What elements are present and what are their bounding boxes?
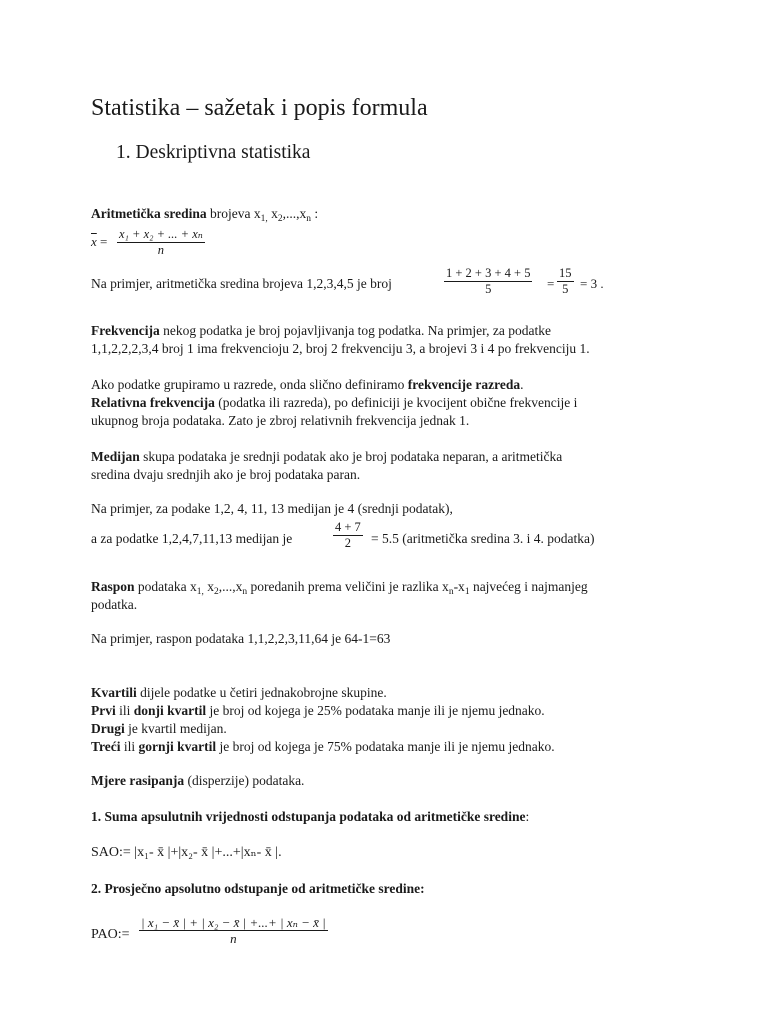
median-line-2: sredina dvaju srednjih ako je broj podataka paran. [91, 467, 361, 482]
pao-fraction: $\frac{\text{| x₁ − x̄ | + | x₂ − x̄ | +...+ | xₙ − x̄ |}}{n}$ [141, 915, 326, 946]
mean-example-result: = 3 . [580, 276, 604, 291]
frequency-line-2: 1,1,2,2,2,3,4 broj 1 ima frekvencioju 2, broj 2 frekvenciju 3, a brojevi 3 i 4 po frekvenciju 1. [91, 341, 590, 356]
quartiles-third: Treći ili gornji kvartil je broj od kojega je 75% podataka manje ili je njemu jednako. [91, 739, 555, 754]
mean-formula-lhs: $\overline{x}$ = [91, 234, 108, 249]
sao-formula: SAO:= |x₁- x̄ |+|x₂- x̄ |+...+|xₙ- x̄ |. [91, 845, 282, 860]
range-line-2: podatka. [91, 597, 138, 612]
section-heading: 1. Deskriptivna statistika [116, 142, 311, 163]
range-line-1: Raspon podataka $x_{1,}$ $x_2,...,x_n$ poredanih prema veličini je razlika $x_n-x_1$ najvećeg i najmanjeg [91, 579, 588, 597]
mean-term: Aritmetička sredina [91, 206, 207, 221]
class-frequency-line: Ako podatke grupiramo u razrede, onda slično definiramo frekvencije razreda. [91, 377, 524, 392]
pao-heading: 2. Prosječno apsolutno odstupanje od aritmetičke sredine: [91, 881, 425, 896]
mean-example-fraction-1: $\frac{1 + 2 + 3 + 4 + 5}{5}$ [446, 266, 531, 296]
frequency-line-1: Frekvencija nekog podatka je broj pojavljivanja tog podatka. Na primjer, za podatke [91, 323, 551, 338]
dispersion-heading: Mjere rasipanja (disperzije) podataka. [91, 773, 305, 788]
relative-frequency-line-2: ukupnog broja podataka. Zato je zbroj relativnih frekvencija jednak 1. [91, 413, 470, 428]
mean-example-fraction-2: $\frac{15}{5}$ [559, 266, 572, 296]
median-example-fraction: $\frac{4 + 7}{2}$ [335, 520, 361, 550]
quartiles-first: Prvi ili donji kvartil je broj od kojega je 25% podataka manje ili je njemu jednako. [91, 703, 545, 718]
mean-formula-fraction: $\frac{\text{x₁ + x₂ + ... + xₙ}}{n}$ [119, 227, 203, 257]
median-example-2-result: = 5.5 (aritmetička sredina 3. i 4. podatka) [371, 531, 595, 546]
median-line-1: Medijan skupa podataka je srednji podatak ako je broj podataka neparan, a aritmetička [91, 449, 563, 464]
pao-lhs: PAO:= [91, 927, 130, 942]
mean-definition: Aritmetička sredina brojeva $x_{1,}$ $x_2,...,x_n$ : [91, 206, 319, 224]
mean-example-text: Na primjer, aritmetička sredina brojeva 1,2,3,4,5 je broj [91, 276, 392, 291]
sao-heading: 1. Suma apsulutnih vrijednosti odstupanja podataka od aritmetičke sredine: [91, 809, 530, 824]
relative-frequency-line-1: Relativna frekvencija (podatka ili razreda), po definiciji je kvocijent obične frekvencije i [91, 395, 578, 410]
quartiles-line-1: Kvartili dijele podatke u četiri jednakobrojne skupine. [91, 685, 387, 700]
range-example: Na primjer, raspon podataka 1,1,2,2,3,11,64 je 64-1=63 [91, 631, 391, 646]
median-example-2-text: a za podatke 1,2,4,7,11,13 medijan je [91, 531, 293, 546]
mean-example-eq: = [547, 276, 555, 291]
quartiles-second: Drugi je kvartil medijan. [91, 721, 227, 736]
median-example-1: Na primjer, za podake 1,2, 4, 11, 13 medijan je 4 (srednji podatak), [91, 501, 453, 516]
page-title: Statistika – sažetak i popis formula [91, 95, 428, 121]
